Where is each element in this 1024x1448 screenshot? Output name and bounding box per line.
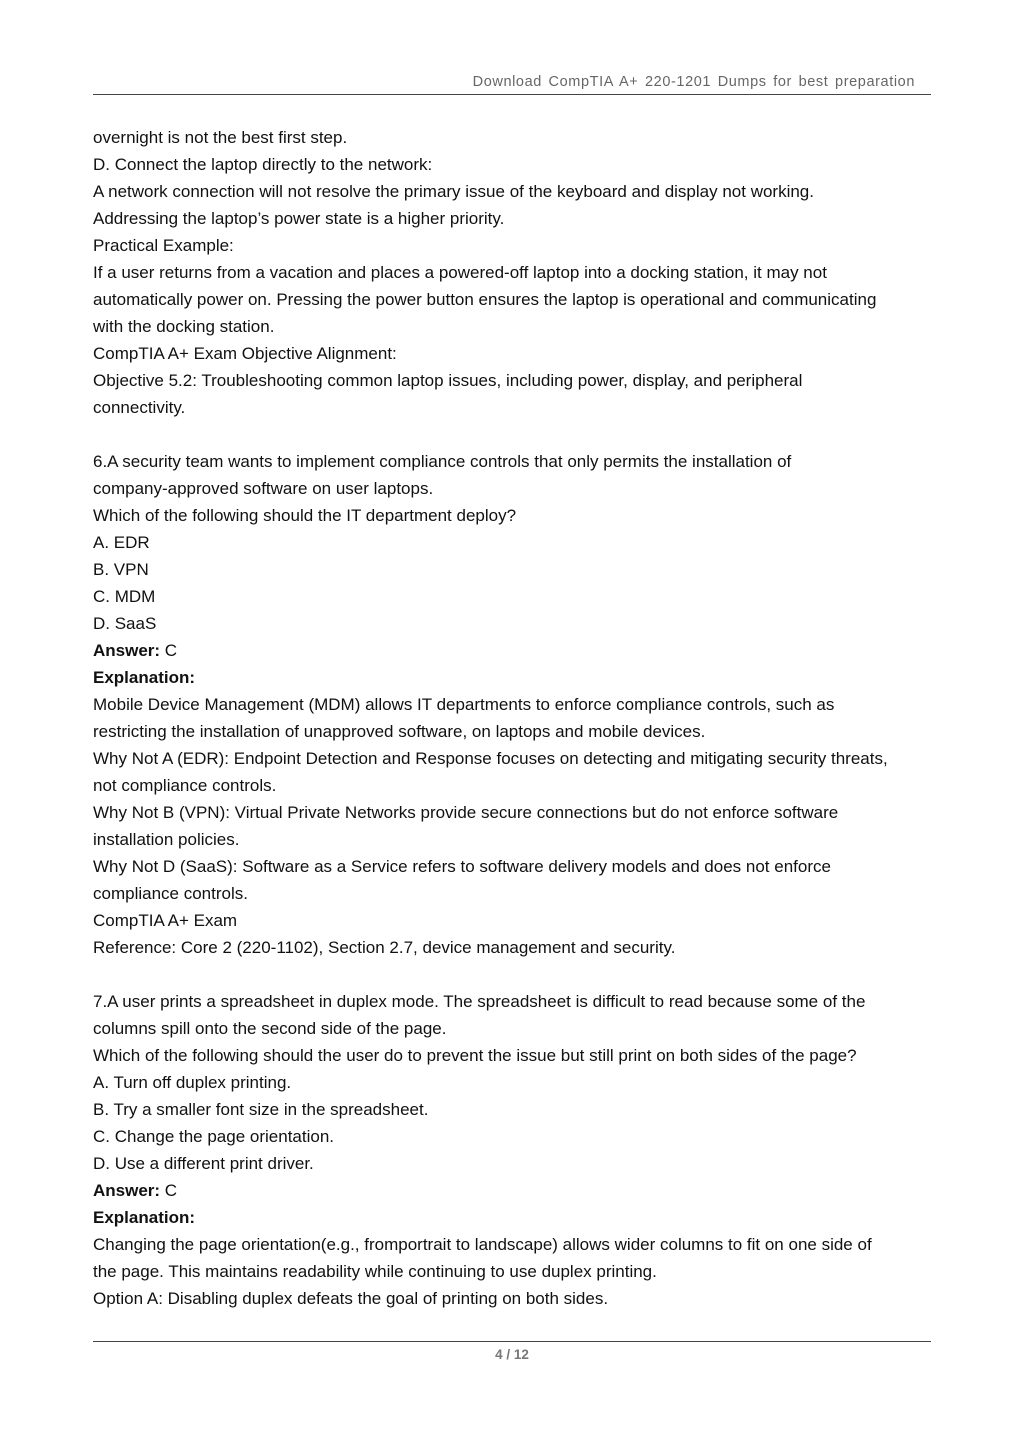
- explanation-line: Why Not A (EDR): Endpoint Detection and Response focuses on detecting and mitigating security threats,: [93, 749, 888, 768]
- paragraph-line: Objective 5.2: Troubleshooting common laptop issues, including power, display, and peripheral: [93, 371, 803, 390]
- option-d: D. SaaS: [93, 614, 157, 633]
- paragraph-line: Practical Example:: [93, 236, 234, 255]
- explanation-line: Reference: Core 2 (220-1102), Section 2.7, device management and security.: [93, 938, 676, 957]
- answer-line: [93, 1177, 933, 1204]
- header-title: Download CompTIA A+ 220-1201 Dumps for best preparation: [472, 74, 915, 90]
- question-7: [93, 988, 933, 1312]
- answer-value: C: [160, 1181, 178, 1200]
- option-b: B. VPN: [93, 560, 149, 579]
- question-6: [93, 448, 933, 961]
- document-body: [93, 124, 933, 1312]
- paragraph-line: CompTIA A+ Exam Objective Alignment:: [93, 344, 397, 363]
- question-stem: columns spill onto the second side of the page.: [93, 1019, 447, 1038]
- page-footer: [93, 1341, 931, 1362]
- previous-question-continuation: [93, 124, 933, 421]
- spacer: [93, 961, 933, 988]
- explanation-label: Explanation:: [93, 668, 196, 687]
- explanation-line: Why Not B (VPN): Virtual Private Networks provide secure connections but do not enforce software: [93, 803, 839, 822]
- paragraph-line: overnight is not the best first step.: [93, 128, 348, 147]
- question-stem: 6.A security team wants to implement compliance controls that only permits the installation of: [93, 452, 792, 471]
- explanation-line: Why Not D (SaaS): Software as a Service refers to software delivery models and does not enforce: [93, 857, 831, 876]
- explanation-line: Changing the page orientation(e.g., fromportrait to landscape) allows wider columns to fit on one side of: [93, 1235, 872, 1254]
- explanation-line: CompTIA A+ Exam: [93, 911, 238, 930]
- option-a: A. Turn off duplex printing.: [93, 1073, 292, 1092]
- answer-label: Answer:: [93, 641, 161, 660]
- answer-value: C: [160, 641, 178, 660]
- explanation-line: compliance controls.: [93, 884, 248, 903]
- option-a: A. EDR: [93, 533, 150, 552]
- paragraph-line: Addressing the laptop’s power state is a higher priority.: [93, 209, 505, 228]
- paragraph-line: connectivity.: [93, 398, 186, 417]
- question-stem: 7.A user prints a spreadsheet in duplex mode. The spreadsheet is difficult to read because some of the: [93, 992, 866, 1011]
- explanation-line: Mobile Device Management (MDM) allows IT departments to enforce compliance controls, such as: [93, 695, 835, 714]
- spacer: [93, 421, 933, 448]
- paragraph-line: A network connection will not resolve the primary issue of the keyboard and display not working.: [93, 182, 814, 201]
- explanation-line: installation policies.: [93, 830, 240, 849]
- option-c: C. MDM: [93, 587, 156, 606]
- explanation-line: Option A: Disabling duplex defeats the goal of printing on both sides.: [93, 1289, 609, 1308]
- paragraph-line: automatically power on. Pressing the power button ensures the laptop is operational and communicating: [93, 290, 877, 309]
- answer-label: Answer:: [93, 1181, 161, 1200]
- paragraph-line: If a user returns from a vacation and places a powered-off laptop into a docking station, it may not: [93, 263, 827, 282]
- paragraph-line: D. Connect the laptop directly to the network:: [93, 155, 433, 174]
- page-header: [93, 72, 931, 95]
- question-stem: company-approved software on user laptops.: [93, 479, 434, 498]
- option-d: D. Use a different print driver.: [93, 1154, 314, 1173]
- option-c: C. Change the page orientation.: [93, 1127, 335, 1146]
- question-stem: Which of the following should the user do to prevent the issue but still print on both sides of the page?: [93, 1046, 857, 1065]
- explanation-label: Explanation:: [93, 1208, 196, 1227]
- explanation-line: restricting the installation of unapproved software, on laptops and mobile devices.: [93, 722, 706, 741]
- explanation-line: the page. This maintains readability while continuing to use duplex printing.: [93, 1262, 657, 1281]
- explanation-line: not compliance controls.: [93, 776, 277, 795]
- answer-line: [93, 637, 933, 664]
- question-stem: Which of the following should the IT department deploy?: [93, 506, 517, 525]
- page-number: 4 / 12: [495, 1347, 529, 1362]
- option-b: B. Try a smaller font size in the spreadsheet.: [93, 1100, 429, 1119]
- paragraph-line: with the docking station.: [93, 317, 275, 336]
